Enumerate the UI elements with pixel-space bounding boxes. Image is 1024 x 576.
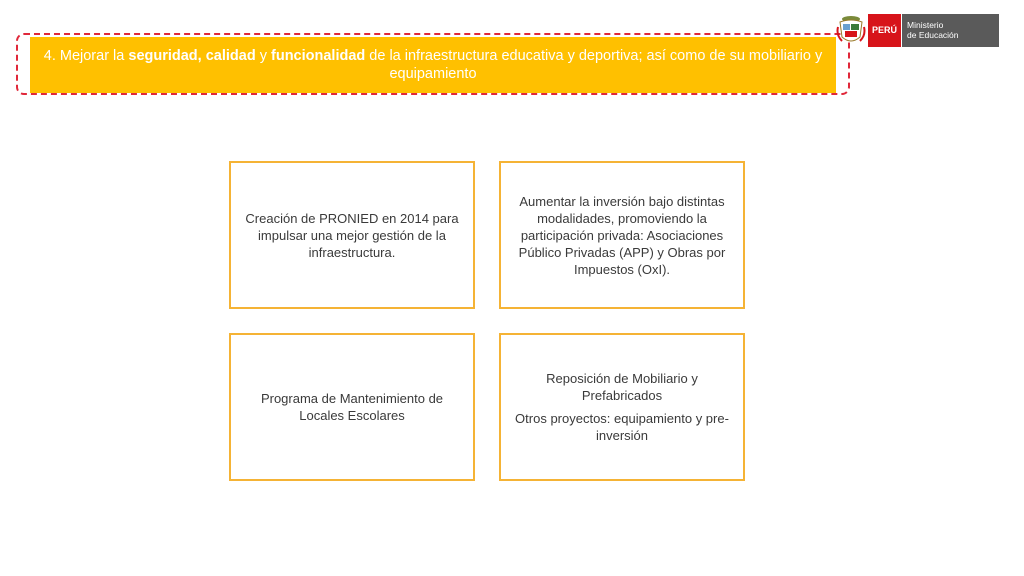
title-part-bold: calidad [205, 48, 256, 64]
country-label: PERÚ [868, 14, 901, 47]
card-text: Otros proyectos: equipamiento y pre-inversión [515, 411, 729, 443]
card-text: Reposición de Mobiliario y Prefabricados [546, 371, 698, 403]
card-private-investment [499, 161, 745, 309]
ministry-logo [836, 13, 999, 47]
title-part: 4. Mejorar la [43, 48, 129, 64]
ministry-line-2: de Educación [907, 30, 959, 40]
title-part-bold: , [197, 48, 206, 64]
title-part-bold: seguridad [128, 48, 198, 64]
card-maintenance-program [229, 333, 475, 481]
card-pronied [229, 161, 475, 309]
ministry-label [901, 14, 999, 47]
title-text [40, 47, 826, 83]
page-title [30, 37, 836, 93]
card-text: Programa de Mantenimiento de Locales Escolares [260, 391, 444, 423]
coat-of-arms-icon [836, 13, 866, 47]
title-part-bold: funcionalidad [271, 48, 366, 64]
card-text: Aumentar la inversión bajo distintas modalidades, promoviendo la participación privada: Asociaciones Público Privadas (APP) y Obras por Impuestos (OxI). [518, 193, 726, 277]
title-part: de la infraestructura educativa y deportiva; así como de su mobiliario y equipamiento [365, 48, 823, 82]
card-text: Creación de PRONIED en 2014 para impulsar una mejor gestión de la infraestructura. [245, 210, 459, 260]
ministry-line-1: Ministerio [907, 20, 944, 30]
title-part: y [255, 48, 272, 64]
card-furniture-replacement [499, 333, 745, 481]
